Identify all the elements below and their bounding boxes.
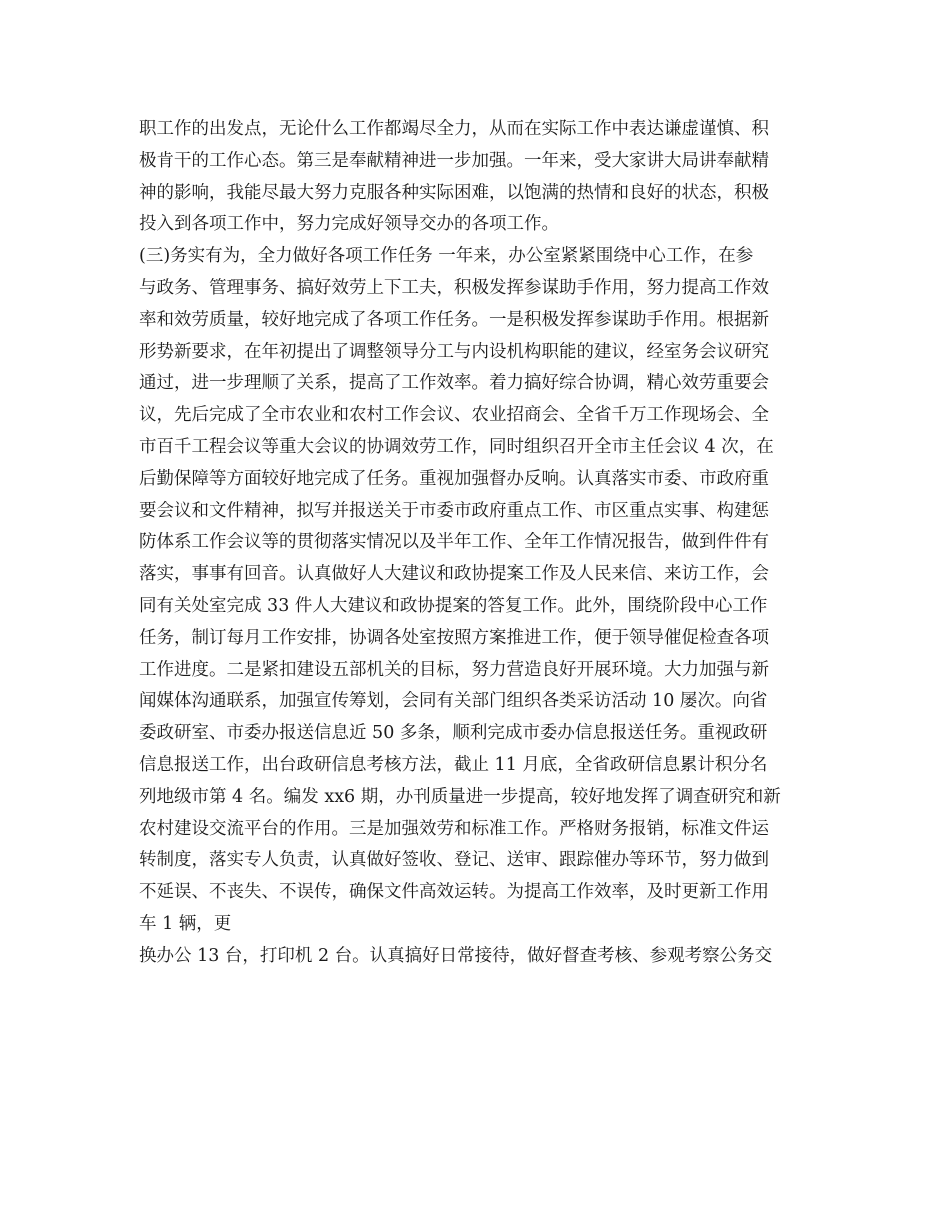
- text-line: 不延误、不丧失、不误传，确保文件高效运转。为提高工作效率，及时更新工作用: [139, 882, 769, 903]
- text-line: 极肯干的工作心态。第三是奉献精神进一步加强。一年来，受大家讲大局讲奉献精: [139, 150, 769, 171]
- text-line: (三)务实有为，全力做好各项工作任务 一年来，办公室紧紧围绕中心工作，在参: [139, 246, 754, 267]
- text-line: 任务，制订每月工作安排，协调各处室按照方案推进工作，便于领导催促检查各项: [139, 627, 769, 648]
- document-body: [139, 114, 819, 973]
- text-line: 信息报送工作，出台政研信息考核方法，截止 11 月底，全省政研信息累计积分名: [139, 754, 768, 775]
- text-line: 职工作的出发点，无论什么工作都竭尽全力，从而在实际工作中表达谦虚谨慎、积: [139, 119, 769, 139]
- text-line: 转制度，落实专人负责，认真做好签收、登记、送审、跟踪催办等环节，努力做到: [139, 850, 769, 871]
- text-line: 落实，事事有回音。认真做好人大建议和政协提案工作及人民来信、来访工作，会: [139, 564, 769, 585]
- text-line: 车 1 辆，更: [139, 913, 232, 934]
- text-line: 同有关处室完成 33 件人大建议和政协提案的答复工作。此外，围绕阶段中心工作: [139, 595, 768, 616]
- text-line: 委政研室、市委办报送信息近 50 多条，顺利完成市委办信息报送任务。重视政研: [139, 723, 768, 744]
- text-line: 后勤保障等方面较好地完成了任务。重视加强督办反响。认真落实市委、市政府重: [139, 468, 769, 489]
- text-line: 议，先后完成了全市农业和农村工作会议、农业招商会、全省千万工作现场会、全: [139, 405, 769, 426]
- text-line: 神的影响，我能尽最大努力克服各种实际困难，以饱满的热情和良好的状态，积极: [139, 182, 769, 203]
- text-line: 与政务、管理事务、搞好效劳上下工夫，积极发挥参谋助手作用，努力提高工作效: [139, 277, 769, 298]
- text-line: 通过，进一步理顺了关系，提高了工作效率。着力搞好综合协调，精心效劳重要会: [139, 373, 769, 394]
- text-line: 形势新要求，在年初提出了调整领导分工与内设机构职能的建议，经室务会议研究: [139, 341, 769, 362]
- text-line: 防体系工作会议等的贯彻落实情况以及半年工作、全年工作情况报告，做到件件有: [139, 532, 769, 553]
- text-line: 农村建设交流平台的作用。三是加强效劳和标准工作。严格财务报销，标准文件运: [139, 818, 769, 839]
- text-line: 要会议和文件精神，拟写并报送关于市委市政府重点工作、市区重点实事、构建惩: [139, 500, 769, 521]
- text-line: 工作进度。二是紧扣建设五部机关的目标，努力营造良好开展环境。大力加强与新: [139, 659, 769, 680]
- text-line: 闻媒体沟通联系，加强宣传筹划，会同有关部门组织各类采访活动 10 屡次。向省: [139, 691, 768, 712]
- text-line: 率和效劳质量，较好地完成了各项工作任务。一是积极发挥参谋助手作用。根据新: [139, 309, 769, 330]
- text-line: 市百千工程会议等重大会议的协调效劳工作，同时组织召开全市主任会议 4 次，在: [139, 436, 774, 457]
- text-line: 换办公 13 台，打印机 2 台。认真搞好日常接待，做好督查考核、参观考察公务交: [139, 945, 773, 966]
- text-line: 列地级市第 4 名。编发 xx6 期，办刊质量进一步提高，较好地发挥了调查研究和新: [139, 786, 781, 807]
- text-line: 投入到各项工作中，努力完成好领导交办的各项工作。: [139, 214, 559, 235]
